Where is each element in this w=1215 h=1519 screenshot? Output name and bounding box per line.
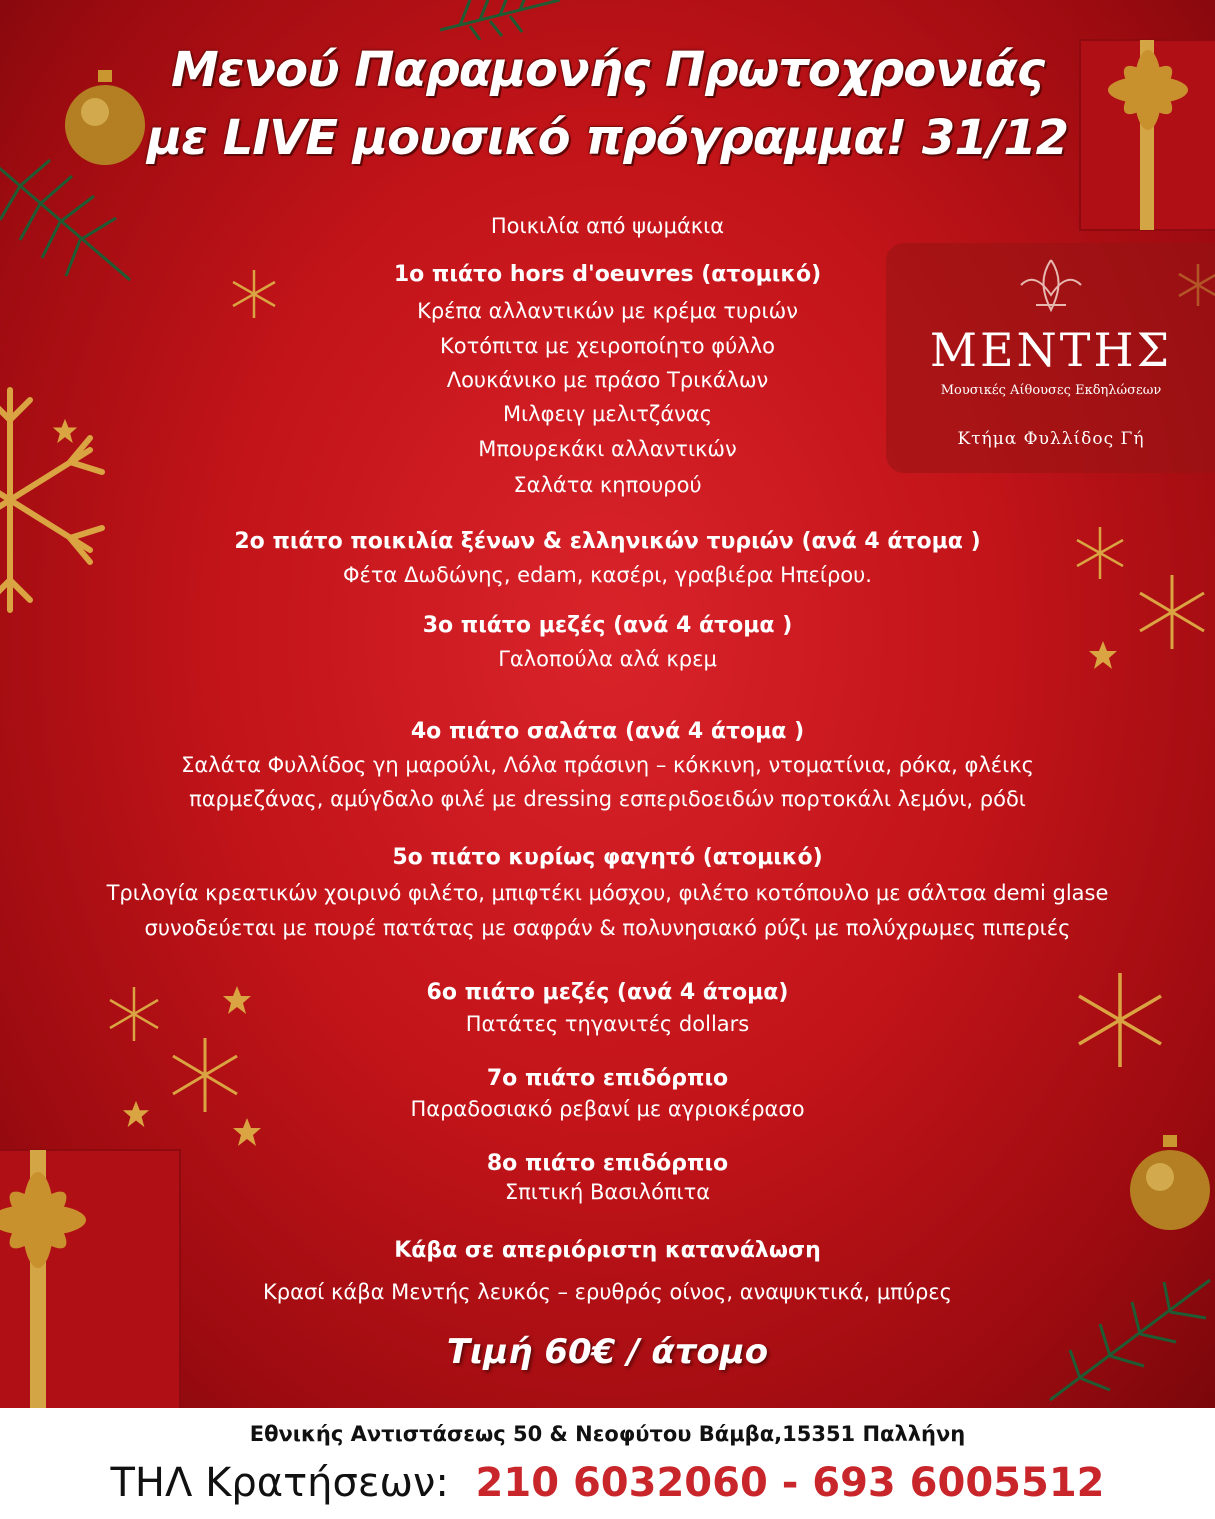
course-7-desc: Παραδοσιακό ρεβανί με αγριοκέρασο: [410, 1097, 805, 1121]
star-icon: [232, 1117, 262, 1147]
course-1-item: Λουκάνικο με πράσο Τρικάλων: [446, 368, 769, 392]
logo-name: ΜΕΝΤΗΣ: [929, 323, 1173, 377]
course-3-title: 3ο πιάτο μεζές (ανά 4 άτομα ): [422, 613, 793, 638]
menu-intro: Ποικιλία από ψωμάκια: [490, 214, 725, 238]
course-2-desc: Φέτα Δωδώνης, edam, κασέρι, γραβιέρα Ηπείρου.: [343, 563, 872, 587]
course-1-title: 1ο πιάτο hors d'oeuvres (ατομικό): [393, 262, 822, 287]
phone-label: ΤΗΛ Κρατήσεων:: [110, 1460, 449, 1506]
phone-numbers[interactable]: 210 6032060 - 693 6005512: [475, 1460, 1105, 1506]
course-6-desc: Πατάτες τηγανιτές dollars: [465, 1012, 750, 1036]
title-line-1: Μενού Παραμονής Πρωτοχρονιάς: [170, 42, 1045, 98]
drinks-desc: Κρασί κάβα Μεντής λευκός – ερυθρός οίνος, αναψυκτικά, μπύρες: [262, 1280, 952, 1304]
course-1-item: Σαλάτα κηπουρού: [513, 473, 702, 497]
course-4-title: 4ο πιάτο σαλάτα (ανά 4 άτομα ): [410, 719, 805, 744]
course-6-title: 6ο πιάτο μεζές (ανά 4 άτομα): [426, 980, 789, 1005]
course-4-desc: παρμεζάνας, αμύγδαλο φιλέ με dressing εσπεριδοειδών πορτοκάλι λεμόνι, ρόδι: [189, 787, 1026, 811]
course-1-item: Κοτόπιτα με χειροποίητο φύλλο: [440, 334, 775, 358]
pine-branch-icon: [440, 0, 560, 40]
drinks-title: Κάβα σε απεριόριστη κατανάλωση: [394, 1238, 821, 1263]
course-4-desc: Σαλάτα Φυλλίδος γη μαρούλι, Λόλα πράσινη – κόκκινη, ντοματίνια, ρόκα, φλέικς: [181, 753, 1034, 777]
course-5-desc: Τριλογία κρεατικών χοιρινό φιλέτο, μπιφτέκι μόσχου, φιλέτο κοτόπουλο με σάλτσα demi glase: [106, 881, 1109, 905]
course-2-title: 2ο πιάτο ποικιλία ξένων & ελληνικών τυριών (ανά 4 άτομα ): [234, 529, 981, 554]
course-1-item: Κρέπα αλλαντικών με κρέμα τυριών: [417, 299, 798, 323]
course-7-title: 7ο πιάτο επιδόρπιο: [486, 1066, 729, 1091]
logo-subtitle: Μουσικές Αίθουσες Εκδηλώσεων: [940, 383, 1162, 398]
course-8-desc: Σπιτική Βασιλόπιτα: [504, 1180, 711, 1204]
footer: [0, 1408, 1215, 1519]
price: Τιμή 60€ / άτομο: [446, 1332, 769, 1372]
logo-place: Κτήμα Φυλλίδος Γή: [957, 429, 1145, 449]
course-5-desc: συνοδεύεται με πουρέ πατάτας με σαφράν & πολυνησιακό ρύζι με πολύχρωμες πιπεριές: [144, 916, 1071, 940]
course-1-item: Μιλφειγ μελιτζάνας: [502, 402, 713, 426]
title-line-2: με LIVE μουσικό πρόγραμμα! 31/12: [146, 110, 1069, 166]
course-3-desc: Γαλοπούλα αλά κρεμ: [498, 647, 717, 671]
course-8-title: 8ο πιάτο επιδόρπιο: [486, 1151, 729, 1176]
course-1-item: Μπουρεκάκι αλλαντικών: [478, 437, 737, 461]
course-5-title: 5ο πιάτο κυρίως φαγητό (ατομικό): [392, 845, 823, 870]
phone-line: [0, 1460, 1215, 1506]
address: Εθνικής Αντιστάσεως 50 & Νεοφύτου Βάμβα,15351 Παλλήνη: [249, 1422, 966, 1446]
